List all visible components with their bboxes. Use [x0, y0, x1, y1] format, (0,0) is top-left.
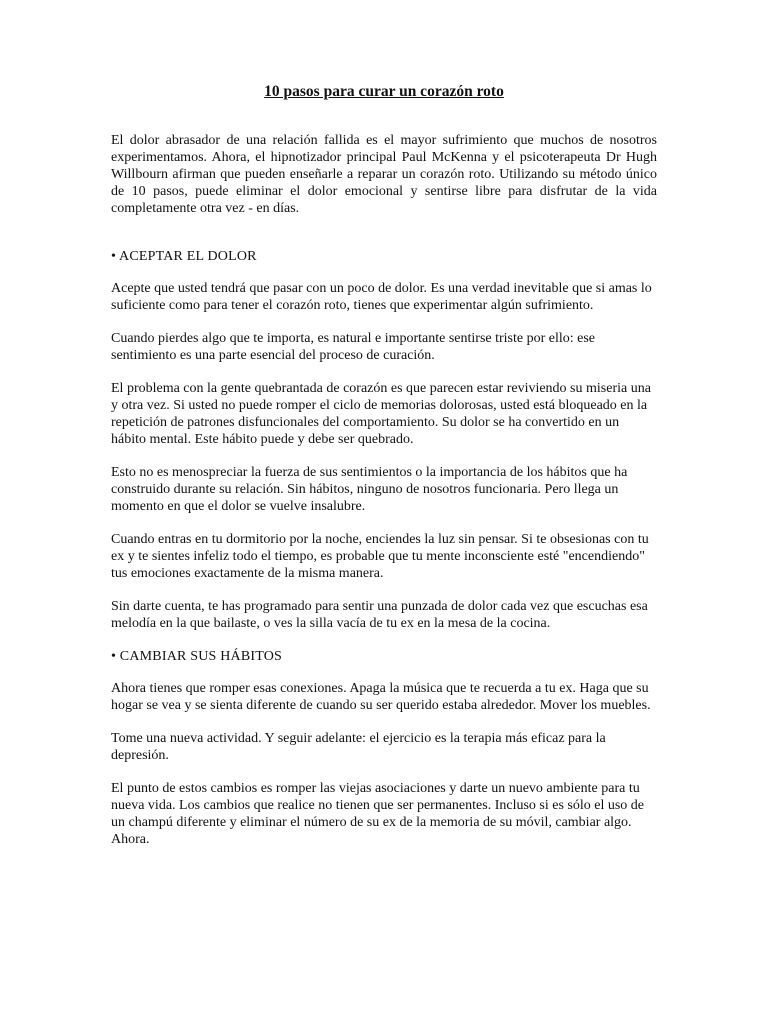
document-title: 10 pasos para curar un corazón roto [264, 83, 504, 100]
section-cambiar-sus-habitos [111, 648, 657, 848]
section-heading: • CAMBIAR SUS HÁBITOS [111, 649, 283, 664]
body-paragraph: Cuando entras en tu dormitorio por la noche, enciendes la luz sin pensar. Si te obsesionas con tu ex y te sientes infeliz todo el tiempo, es probable que tu mente inconsciente esté "encendiendo" tus emociones exactamente de la misma manera. [111, 532, 649, 581]
body-paragraph: Sin darte cuenta, te has programado para sentir una punzada de dolor cada vez que escuchas esa melodía en la que bailaste, o ves la silla vacía de tu ex en la mesa de la cocina. [111, 599, 648, 631]
body-paragraph: Ahora tienes que romper esas conexiones. Apaga la música que te recuerda a tu ex. Haga que su hogar se vea y se sienta diferente de cuando su ser querido estaba alrededor. Mover los muebles. [111, 681, 651, 713]
body-paragraph: Acepte que usted tendrá que pasar con un poco de dolor. Es una verdad inevitable que si amas lo suficiente como para tener el corazón roto, tienes que experimentar algún sufrimiento. [111, 281, 652, 313]
intro-paragraph: El dolor abrasador de una relación fallida es el mayor sufrimiento que muchos de nosotros experimentamos. Ahora, el hipnotizador principal Paul McKenna y el psicoterapeuta Dr Hugh Willbourn afirman que pueden enseñarle a reparar un corazón roto. Utilizando su método único de 10 pasos, puede eliminar el dolor emocional y sentirse libre para disfrutar de la vida completamente otra vez - en días. [111, 133, 657, 216]
body-paragraph: El punto de estos cambios es romper las viejas asociaciones y darte un nuevo ambiente para tu nueva vida. Los cambios que realice no tienen que ser permanentes. Incluso si es sólo el uso de un champú diferente y eliminar el número de su ex de la memoria de su móvil, cambiar algo. Ahora. [111, 781, 645, 847]
body-paragraph: Tome una nueva actividad. Y seguir adelante: el ejercicio es la terapia más eficaz para la depresión. [111, 731, 606, 763]
body-paragraph: Cuando pierdes algo que te importa, es natural e importante sentirse triste por ello: ese sentimiento es una parte esencial del proceso de curación. [111, 331, 596, 363]
body-paragraph: Esto no es menospreciar la fuerza de sus sentimientos o la importancia de los hábitos que ha construido durante su relación. Sin hábitos, ninguno de nosotros funcionaria. Pero llega un momento en que el dolor se vuelve insalubre. [111, 465, 628, 514]
section-aceptar-el-dolor [111, 248, 657, 632]
body-paragraph: El problema con la gente quebrantada de corazón es que parecen estar reviviendo su miseria una y otra vez. Si usted no puede romper el ciclo de memorias dolorosas, usted está bloqueado en la repetición de patrones disfuncionales del comportamiento. Su dolor se ha convertido en un hábito mental. Este hábito puede y debe ser quebrado. [111, 381, 651, 447]
section-heading: • ACEPTAR EL DOLOR [111, 249, 257, 264]
document-page [111, 82, 657, 864]
